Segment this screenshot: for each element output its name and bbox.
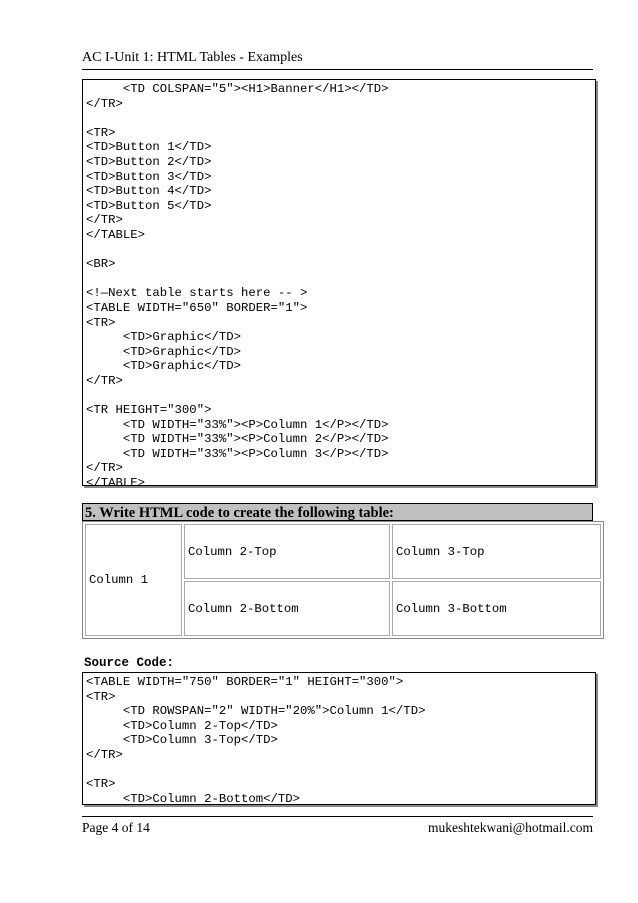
code-line: </TABLE> <box>86 227 146 242</box>
source-code-label: Source Code: <box>84 656 175 670</box>
code-line: <BR> <box>86 257 116 272</box>
author-email: mukeshtekwani@hotmail.com <box>427 820 593 835</box>
code-line: <TABLE WIDTH="650" BORDER="1"> <box>86 300 308 315</box>
code-line: <TR> <box>86 777 116 792</box>
code-line: <TABLE WIDTH="750" BORDER="1" HEIGHT="300"> <box>86 675 404 689</box>
code-line: <TD>Button 3</TD> <box>86 169 212 184</box>
code-line: <TD>Button 2</TD> <box>86 154 212 169</box>
code-line: <TD>Column 2-Top</TD> <box>86 718 278 733</box>
code-line <box>86 243 595 258</box>
code-line: </TABLE> <box>86 476 146 491</box>
question-heading <box>82 503 593 521</box>
code-line: <TR> <box>86 125 116 140</box>
code-line: <TD>Button 5</TD> <box>86 198 212 213</box>
code-line: <!—Next table starts here -- > <box>86 286 308 301</box>
code-line: </TR> <box>86 96 123 111</box>
cell-column-3-bottom: Column 3-Bottom <box>392 581 601 636</box>
document-title: AC I-Unit 1: HTML Tables - Examples <box>82 50 303 65</box>
code-line: <TD WIDTH="33%"><P>Column 1</P></TD> <box>86 417 389 432</box>
code-line: <TD>Graphic</TD> <box>86 330 241 345</box>
question-text: 5. Write HTML code to create the following table: <box>85 505 394 521</box>
code-line: <TD WIDTH="33%"><P>Column 2</P></TD> <box>86 432 389 447</box>
code-line: <TD>Button 4</TD> <box>86 184 212 199</box>
code-line: <TD>Graphic</TD> <box>86 344 241 359</box>
code-line: </TR> <box>86 461 123 476</box>
code-line: <TD ROWSPAN="2" WIDTH="20%">Column 1</TD> <box>86 704 426 719</box>
code-line: <TR> <box>86 689 116 704</box>
cell-column-1: Column 1 <box>85 524 182 636</box>
example-table <box>82 521 604 639</box>
code-line: <TD WIDTH="33%"><P>Column 3</P></TD> <box>86 446 389 461</box>
cell-column-2-top: Column 2-Top <box>184 524 390 579</box>
code-line: </TR> <box>86 213 123 228</box>
code-line: <TD>Button 1</TD> <box>86 140 212 155</box>
code-line <box>86 763 595 778</box>
code-line: <TR HEIGHT="300"> <box>86 403 212 418</box>
page-number: Page 4 of 14 <box>82 820 150 835</box>
code-line: <TD>Column 2-Bottom</TD> <box>86 791 301 806</box>
code-line: </TR> <box>86 373 123 388</box>
code-line: <TD>Column 3-Top</TD> <box>86 733 278 748</box>
code-block-2 <box>82 672 596 805</box>
code-line: <TD>Graphic</TD> <box>86 359 241 374</box>
code-line: <TR> <box>86 315 116 330</box>
code-line <box>86 388 595 403</box>
page-footer <box>82 816 593 836</box>
code-line: </TR> <box>86 747 123 762</box>
code-line: <TD COLSPAN="5"><H1>Banner</H1></TD> <box>86 82 389 96</box>
code-line <box>86 272 595 287</box>
code-line <box>86 111 595 126</box>
code-block-1 <box>82 79 596 491</box>
page-header <box>82 50 593 70</box>
cell-column-2-bottom: Column 2-Bottom <box>184 581 390 636</box>
cell-column-3-top: Column 3-Top <box>392 524 601 579</box>
